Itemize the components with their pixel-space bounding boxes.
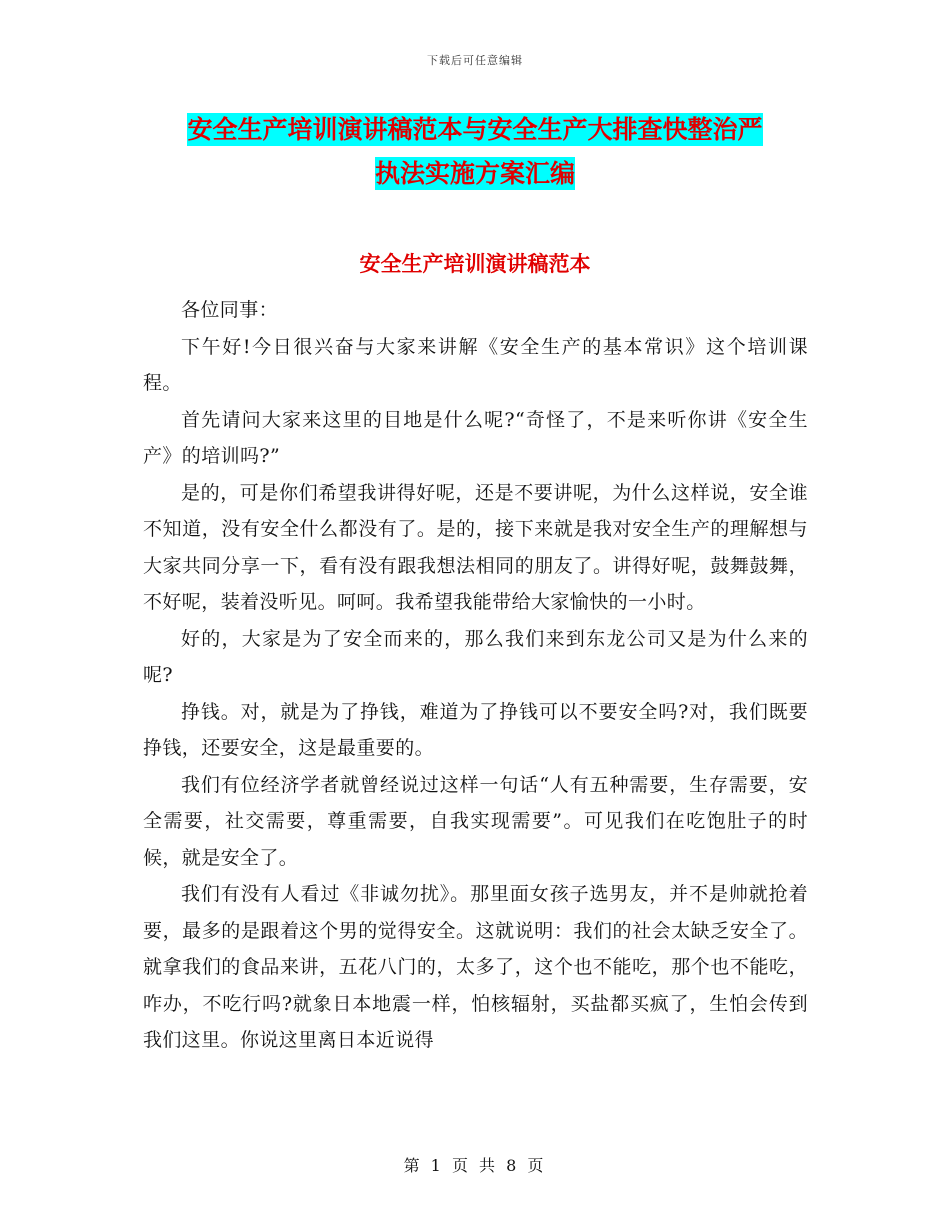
page-header-note: 下载后可任意编辑: [427, 54, 523, 67]
paragraph: 是的，可是你们希望我讲得好呢，还是不要讲呢，为什么这样说，安全谁不知道，没有安全什么都没有了。是的，接下来就是我对安全生产的理解想与大家共同分享一下，看有没有跟我想法相同的朋友了。讲得好呢，鼓舞鼓舞，不好呢，装着没听见。呵呵。我希望我能带给大家愉快的一小时。: [143, 481, 808, 613]
paragraph: 首先请问大家来这里的目地是什么呢?“奇怪了，不是来听你讲《安全生产》的培训吗?”: [143, 408, 808, 467]
document-body: [143, 292, 808, 1059]
page-number: 第 1 页 共 8 页: [403, 1156, 547, 1175]
paragraph: 挣钱。对，就是为了挣钱，难道为了挣钱可以不要安全吗?对，我们既要挣钱，还要安全，这是最重要的。: [143, 700, 808, 759]
paragraph: 我们有没有人看过《非诚勿扰》。那里面女孩子选男友，并不是帅就抢着要，最多的是跟着这个男的觉得安全。这就说明：我们的社会太缺乏安全了。就拿我们的食品来讲，五花八门的，太多了，这个也不能吃，那个也不能吃，咋办，不吃行吗?就象日本地震一样，怕核辐射，买盐都买疯了，生怕会传到我们这里。你说这里离日本近说得: [143, 883, 808, 1051]
section-title: 安全生产培训演讲稿范本: [359, 251, 591, 276]
document-title: [140, 108, 810, 196]
paragraph-greeting: 各位同事：: [181, 299, 279, 321]
document-title-line-2: 执法实施方案汇编: [374, 159, 575, 188]
paragraph: 我们有位经济学者就曾经说过这样一句话“人有五种需要，生存需要，安全需要，社交需要，尊重需要，自我实现需要”。可见我们在吃饱肚子的时候，就是安全了。: [143, 773, 808, 869]
document-title-line-1: 安全生产培训演讲稿范本与安全生产大排查快整治严: [187, 115, 763, 144]
paragraph: 下午好!今日很兴奋与大家来讲解《安全生产的基本常识》这个培训课程。: [143, 335, 808, 394]
paragraph: 好的，大家是为了安全而来的，那么我们来到东龙公司又是为什么来的呢?: [143, 627, 808, 686]
